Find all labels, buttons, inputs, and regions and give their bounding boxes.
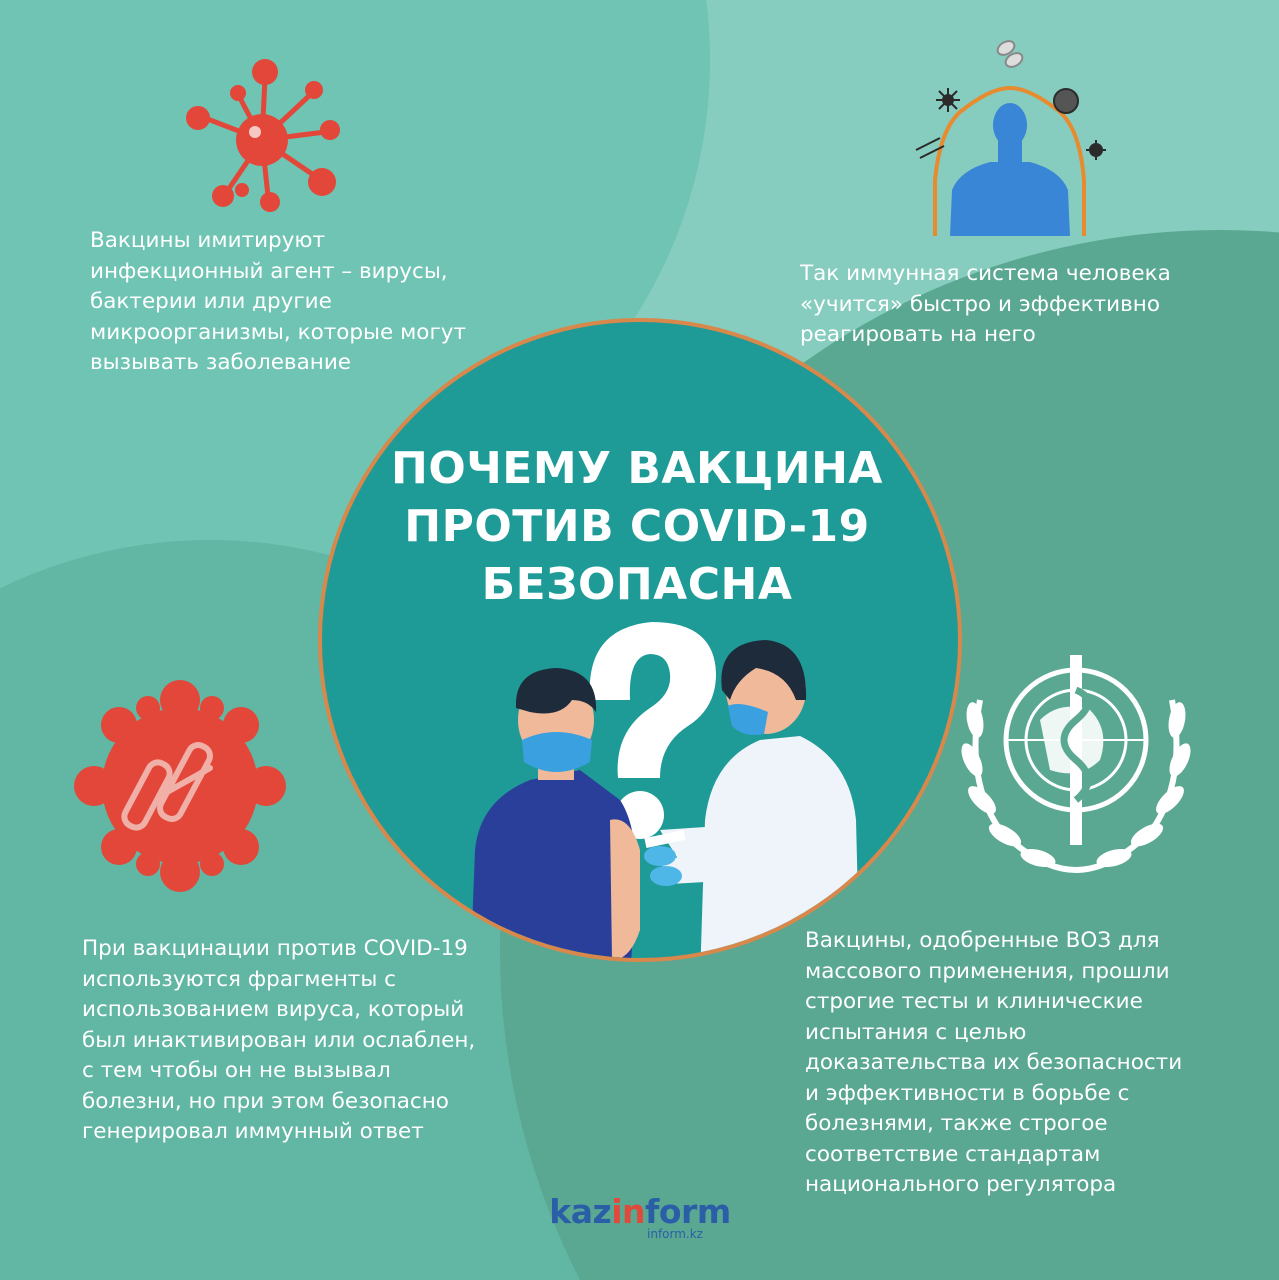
text-line: Так иммунная система человека — [800, 261, 1171, 286]
title-line-2: ПРОТИВ COVID-19 — [404, 501, 870, 552]
logo-form: form — [645, 1192, 731, 1231]
text-line: инфекционный агент – вирусы, — [90, 258, 448, 284]
text-line: испытания с целью — [805, 1019, 1027, 1045]
text-block-top-right — [800, 259, 1171, 351]
text-line: используются фрагменты с — [82, 966, 396, 992]
text-line: использованием вируса, который — [82, 997, 465, 1022]
text-block-bottom-left — [82, 934, 475, 1148]
text-block-top-left — [90, 226, 466, 379]
text-line: доказательства их безопасности — [805, 1050, 1183, 1075]
text-line: При вакцинации против COVID-19 — [82, 936, 468, 961]
text-line: «учится» быстро и эффективно — [800, 291, 1160, 317]
text-line: бактерии или другие — [90, 289, 332, 314]
text-line: болезни, но при этом безопасно — [82, 1088, 449, 1114]
text-line: вызывать заболевание — [90, 350, 352, 375]
text-line: Вакцины, одобренные ВОЗ для — [805, 928, 1160, 953]
text-line: был инактивирован или ослаблен, — [82, 1027, 476, 1053]
logo-in: in — [611, 1192, 646, 1231]
text-line: строгие тесты и клинические — [805, 989, 1143, 1014]
text-line: болезнями, также строгое — [805, 1111, 1108, 1136]
text-line: реагировать на него — [800, 322, 1036, 347]
title-line-3: БЕЗОПАСНА — [481, 559, 793, 610]
text-block-bottom-right — [805, 926, 1182, 1201]
text-line: национального регулятора — [805, 1172, 1117, 1197]
title-line-1: ПОЧЕМУ ВАКЦИНА — [391, 443, 883, 494]
text-line: и эффективности в борьбе с — [805, 1080, 1130, 1106]
text-line: Вакцины имитируют — [90, 228, 326, 253]
text-line: микроорганизмы, которые могут — [90, 319, 466, 345]
logo-kaz: kaz — [549, 1192, 612, 1231]
kazinform-logo — [540, 1193, 740, 1241]
text-line: генерировал иммунный ответ — [82, 1119, 424, 1144]
text-line: соответствие стандартам — [805, 1141, 1101, 1167]
logo-site: inform.kz — [647, 1227, 703, 1241]
page-title — [322, 440, 952, 614]
text-line: массового применения, прошли — [805, 958, 1170, 984]
text-line: с тем чтобы он не вызывал — [82, 1058, 391, 1083]
logo-wordmark — [540, 1193, 740, 1231]
